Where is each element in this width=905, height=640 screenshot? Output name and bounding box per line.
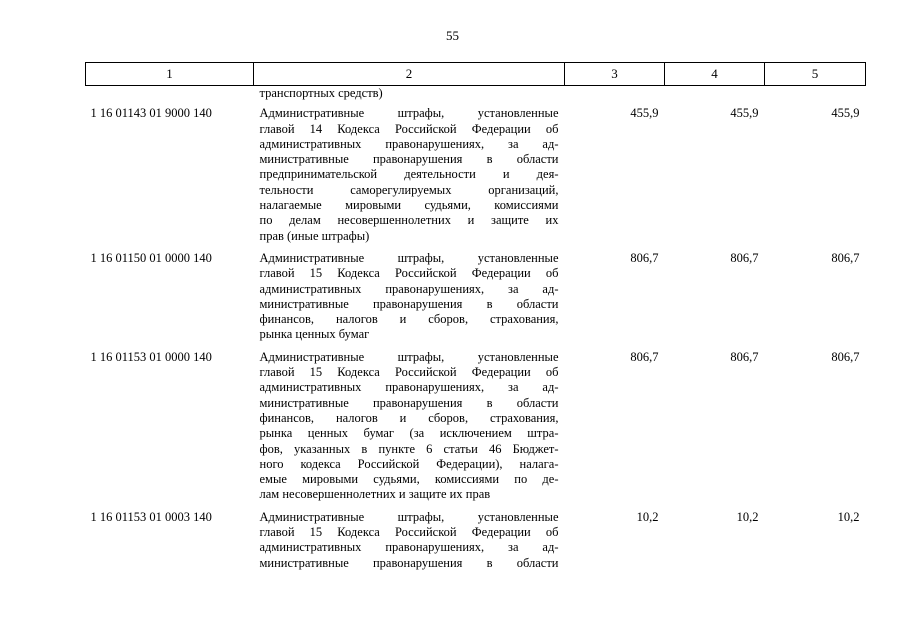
description-line: административных правонарушениях, за ад- (259, 136, 559, 151)
budget-table (85, 62, 866, 578)
description-line: ного кодекса Российской Федерации), налага- (259, 456, 559, 471)
header-col-3: 3 (565, 63, 665, 86)
description-line: тельности саморегулируемых организаций, (259, 182, 559, 197)
description-line: рынка ценных бумаг (259, 327, 370, 342)
description-line: министративные правонарушения в области (259, 296, 559, 311)
page-number: 55 (446, 28, 459, 43)
description-line: Административные штрафы, установленные (259, 106, 559, 121)
description-line: финансов, налогов и сборов, страхования, (259, 312, 559, 327)
row-value-col3: 806,7 (630, 349, 659, 364)
header-col-1: 1 (86, 63, 254, 86)
row-value-col5: 806,7 (831, 250, 860, 265)
header-col-4: 4 (665, 63, 765, 86)
description-line: Административные штрафы, установленные (259, 250, 559, 265)
description-line: лам несовершеннолетних и защите их прав (259, 487, 491, 502)
row-value-col5: 455,9 (831, 106, 860, 121)
continuation-row (86, 86, 866, 107)
continuation-text: транспортных средств) (259, 86, 383, 100)
description-line: административных правонарушениях, за ад- (259, 380, 559, 395)
description-line: по делам несовершеннолетних и защите их (259, 213, 559, 228)
description-line: главой 15 Кодекса Российской Федерации об (259, 525, 559, 540)
description-line: главой 15 Кодекса Российской Федерации об (259, 266, 559, 281)
description-line: фов, указанных в пункте 6 статьи 46 Бюджет- (259, 441, 559, 456)
description-line: главой 15 Кодекса Российской Федерации об (259, 365, 559, 380)
row-code: 1 16 01153 01 0000 140 (90, 349, 212, 364)
description-line: административных правонарушениях, за ад- (259, 540, 559, 555)
description-line: главой 14 Кодекса Российской Федерации об (259, 121, 559, 136)
row-value-col3: 10,2 (636, 509, 659, 524)
row-description (254, 510, 565, 578)
description-line: административных правонарушениях, за ад- (259, 281, 559, 296)
description-line: Административные штрафы, установленные (259, 509, 559, 524)
table-row (86, 350, 866, 510)
description-line: министративные правонарушения в области (259, 395, 559, 410)
description-line: министративные правонарушения в области (259, 152, 559, 167)
description-line: предпринимательской деятельности и дея- (259, 167, 559, 182)
row-description (254, 350, 565, 510)
header-col-5: 5 (765, 63, 866, 86)
row-value-col5: 806,7 (831, 349, 860, 364)
table-header-row (86, 63, 866, 86)
table-row (86, 251, 866, 350)
header-col-2: 2 (254, 63, 565, 86)
description-line: финансов, налогов и сборов, страхования, (259, 410, 559, 425)
table-row (86, 510, 866, 578)
row-value-col3: 806,7 (630, 250, 659, 265)
table-row (86, 106, 866, 251)
row-code: 1 16 01153 01 0003 140 (90, 509, 212, 524)
description-line: емые мировыми судьями, комиссиями по де- (259, 472, 559, 487)
row-value-col5: 10,2 (837, 509, 860, 524)
description-line: Административные штрафы, установленные (259, 349, 559, 364)
row-value-col3: 455,9 (630, 106, 659, 121)
row-value-col4: 806,7 (730, 349, 759, 364)
description-line: налагаемые мировыми судьями, комиссиями (259, 198, 559, 213)
row-description (254, 106, 565, 251)
row-code: 1 16 01150 01 0000 140 (90, 250, 212, 265)
row-description (254, 251, 565, 350)
description-line: рынка ценных бумаг (за исключением штра- (259, 426, 559, 441)
description-line: министративные правонарушения в области (259, 555, 559, 570)
row-value-col4: 455,9 (730, 106, 759, 121)
row-value-col4: 806,7 (730, 250, 759, 265)
row-code: 1 16 01143 01 9000 140 (90, 106, 212, 121)
description-line: прав (иные штрафы) (259, 228, 370, 243)
row-value-col4: 10,2 (736, 509, 759, 524)
